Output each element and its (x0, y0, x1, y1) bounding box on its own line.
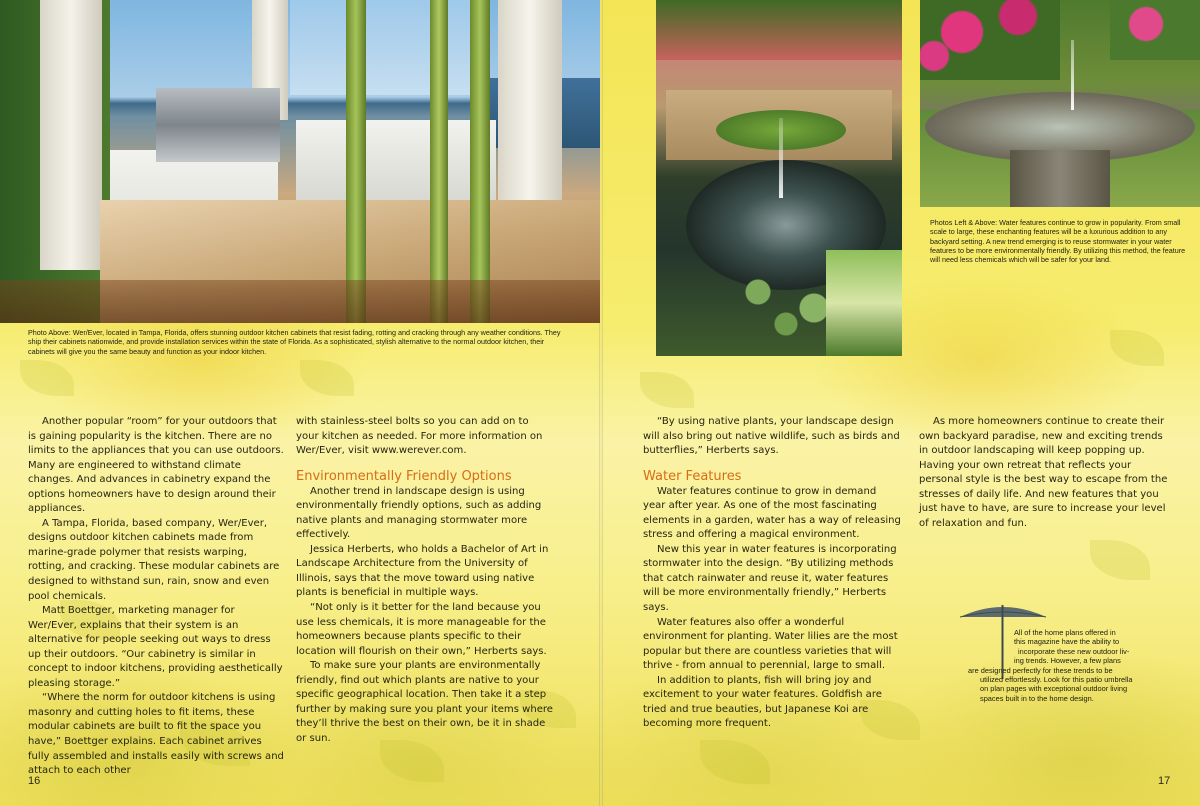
paragraph: Water features also offer a wonderful environment for planting. Water lilies are the most popular but there are countless varieties that will thrive - from annual to perennial, large to small. (643, 616, 898, 672)
paragraph: with stainless-steel bolts so you can add on to your kitchen as needed. For more information on Wer/Ever, visit www.werever.com. (296, 416, 543, 457)
note-line: on plan pages with exceptional outdoor living (980, 684, 1128, 694)
note-line: this magazine have the ability to (1014, 637, 1120, 647)
section-heading: Water Features (643, 468, 742, 484)
pond-fountain-photo (656, 0, 902, 356)
leaf-decoration (640, 372, 694, 408)
note-line: incorporate these new outdoor liv- (1018, 646, 1130, 656)
leaf-decoration (700, 740, 770, 784)
outdoor-kitchen-photo (0, 0, 600, 323)
kitchen-photo-caption: Photo Above: Wer/Ever, located in Tampa, Florida, offers stunning outdoor kitchen cabinets that resist fading, rotting and cracking through any weather conditions. They ship their cabinets nationwide, and provide installation services within the state of Florida. As a sophisticated, stylish alternative to the normal outdoor kitchen, their cabinets will give you the same beauty and function as your indoor kitchen. (28, 328, 561, 356)
article-column-1 (28, 415, 284, 779)
water-features-caption: Photos Left & Above: Water features continue to grow in popularity. From small scale to large, these enchanting features will be a luxurious addition to any backyard setting. A new trend emerging is to reuse stormwater in your water features to be more environmentally friendly. By utilizing this method, the feature will need less chemicals which will be safer for your land. (930, 218, 1186, 265)
note-line: utilized effortlessly. Look for this patio umbrella (980, 675, 1133, 685)
note-line: ing trends. However, a few plans (1014, 656, 1121, 666)
paragraph: To make sure your plants are environmentally friendly, find out which plants are native to your specific geographical location. Then take it a step further by making sure you plant your items where they’ll thrive the best on their own, be it in shade or sun. (296, 660, 553, 744)
note-line: All of the home plans offered in (1014, 628, 1116, 637)
article-column-2 (296, 415, 554, 746)
paragraph: Matt Boettger, marketing manager for Wer/Ever, explains that their system is an alternative for people seeking out ways to dress up their outdoors. “Our cabinetry is similar in concept to indoor kitchens, providing aesthetically pleasing storage.” (28, 605, 283, 689)
leaf-decoration (1090, 540, 1150, 580)
paragraph: New this year in water features is incorporating stormwater into the design. “By utilizing methods that catch rainwater and reuse it, water features will be more environmentally friendly,” Herberts says. (643, 543, 897, 614)
leaf-decoration (300, 360, 354, 396)
page-number-right: 17 (1158, 775, 1171, 787)
page-number-left: 16 (28, 775, 41, 787)
paragraph: Water features continue to grow in demand year after year. As one of the most fascinating elements in a garden, water has a way of releasing stress and offering a magical environment. (643, 485, 901, 541)
paragraph: A Tampa, Florida, based company, Wer/Ever, designs outdoor kitchen cabinets made from marine-grade polymer that resists warping, rotting, and cracking. These modular cabinets are designed to withstand sun, rain, snow and even pool chemicals. (28, 517, 280, 602)
note-line: are designed perfectly for these trends to be (968, 665, 1113, 675)
paragraph: Jessica Herberts, who holds a Bachelor of Art in Landscape Architecture from the University of Illinois, says that the move toward using native plants is beneficial in multiple ways. (296, 543, 549, 599)
paragraph: “Not only is it better for the land because you use less chemicals, it is more manageable for the homeowners because plants specific to their location will flourish on their own,” Herberts says. (296, 602, 547, 657)
paragraph: As more homeowners continue to create their own backyard paradise, new and exciting trends in outdoor landscaping will keep popping up. Having your own retreat that reflects your personal style is the best way to escape from the stresses of daily life. And new features that you just have to have, are sure to increase your level of relaxation and fun. (919, 416, 1168, 529)
paragraph: “By using native plants, your landscape design will also bring out native wildlife, such as birds and butterflies,” Herberts says. (643, 416, 900, 457)
leaf-decoration (1110, 330, 1164, 366)
article-column-3 (643, 415, 901, 732)
paragraph: In addition to plants, fish will bring joy and excitement to your water features. Goldfish are tried and true beauties, but Japanese Koi are becoming more frequent. (643, 674, 882, 730)
paragraph: Another popular “room” for your outdoors that is gaining popularity is the kitchen. There are no limits to the appliances that you can use outdoors. Many are engineered to withstand climate changes. And advances in cabinetry expand the options homeowners have to design around their appliances. (28, 416, 284, 515)
paragraph: Another trend in landscape design is using environmentally friendly options, such as adding native plants and managing stormwater more effectively. (296, 485, 542, 541)
leaf-decoration (20, 360, 74, 396)
article-column-4 (919, 415, 1175, 531)
stone-fountain-photo (920, 0, 1200, 207)
paragraph: “Where the norm for outdoor kitchens is using masonry and cutting holes to fit items, these modular cabinets are built to fit the space you have,” Boettger explains. Each cabinet arrives fully assembled and installs easily with screws and attach to each other (28, 692, 284, 777)
patio-umbrella-note (960, 628, 1172, 738)
note-line: spaces built in to the home design. (980, 693, 1094, 703)
section-heading: Environmentally Friendly Options (296, 468, 512, 484)
